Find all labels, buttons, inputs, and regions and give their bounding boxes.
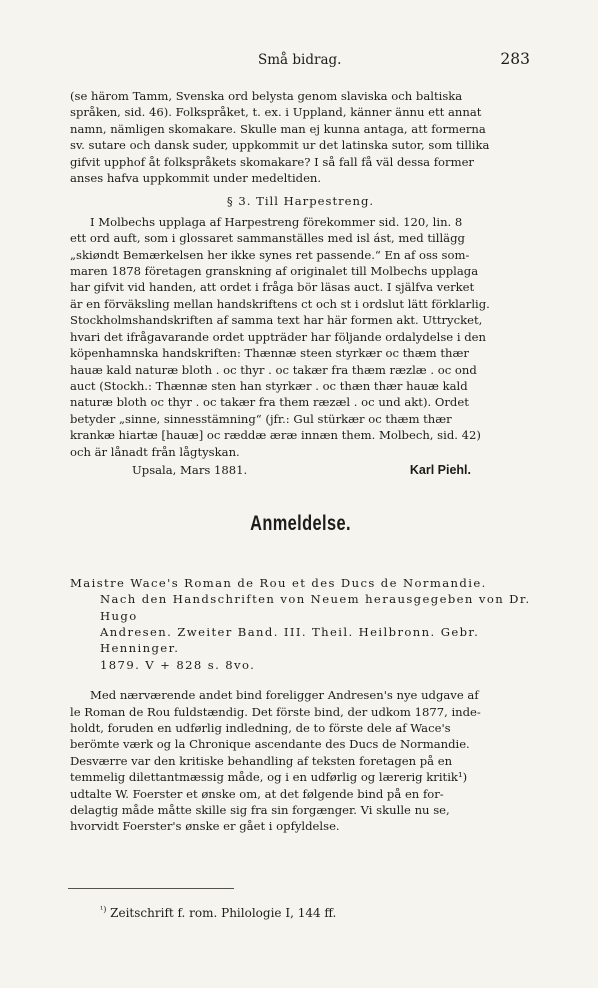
text-line: gifvit upphof åt folkspråkets skomakare? I så fall få väl dessa former [70, 154, 474, 169]
author-name: Karl Piehl. [409, 462, 471, 477]
text-line: Stockholmshandskriften af samma text har här formen akt. Uttrycket, [70, 313, 483, 328]
text-line: köpenhamnska handskriften: Thænnæ steen styrkær oc thæm thær [70, 346, 469, 361]
citation-line: Maistre Wace's Roman de Rou et des Ducs de Normandie. [70, 575, 487, 590]
text-line: hauæ kald naturæ bloth . oc thyr . oc takær fra thæm ræzlæ . oc ond [70, 362, 477, 377]
text-line: le Roman de Rou fuldstændig. Det förste bind, der udkom 1877, inde- [70, 704, 481, 719]
page-number: 283 [500, 50, 530, 68]
text-line: hvari det ifrågavarande ordet uppträder har följande ordalydelse i den [70, 329, 486, 344]
section-heading: § 3. Till Harpestreng. [226, 194, 375, 209]
signature-line [70, 462, 531, 478]
running-header [70, 50, 530, 70]
place-date: Upsala, Mars 1881. [132, 462, 248, 477]
footnote [100, 902, 336, 921]
text-line: delagtig måde måtte skille sig fra sin forgænger. Vi skulle nu se, [70, 803, 450, 818]
text-line: sv. sutare och dansk suder, uppkommit ur det latinska sutor, som tillika [70, 138, 490, 153]
text-line: krankæ hiartæ [hauæ] oc ræddæ æræ innæn them. Molbech, sid. 42) [70, 428, 481, 443]
text-line: är en förväksling mellan handskriftens ct och st i ordslut lätt förklarlig. [70, 296, 490, 311]
text-line: naturæ bloth oc thyr . oc takær fra them ræzæl . oc und akt). Ordet [70, 395, 469, 410]
citation-line: 1879. V + 828 s. 8vo. [100, 657, 256, 672]
text-line: anses hafva uppkommit under medeltiden. [70, 171, 322, 186]
text-line: (se härom Tamm, Svenska ord belysta genom slaviska och baltiska [70, 89, 463, 103]
footnote-text: Zeitschrift f. rom. Philologie I, 144 ff. [110, 906, 337, 920]
text-line: holdt, foruden en udførlig indledning, de to förste dele af Wace's [70, 721, 451, 735]
text-line: udtalte W. Foerster et ønske om, at det følgende bind på en for- [70, 786, 444, 801]
citation-line: Andresen. Zweiter Band. III. Theil. Heilbronn. Gebr. Henninger. [100, 624, 480, 656]
text-line: har gifvit vid handen, att ordet i fråga bör läsas auct. I själfva verket [70, 280, 475, 295]
citation-line: Nach den Handschriften von Neuem herausgegeben von Dr. Hugo [100, 592, 531, 623]
text-line: betyder „sinne, sinnesstämning“ (jfr.: Gul stürkær oc thæm thær [70, 411, 452, 426]
text-line: Desværre var den kritiske behandling af teksten foretagen på en [70, 753, 453, 768]
review-text [70, 687, 531, 835]
running-title: Små bidrag. [258, 52, 342, 68]
text-line: och är lånadt från lågtyskan. [70, 444, 240, 459]
anmeldelse-heading: Anmeldelse. [250, 512, 351, 536]
text-line: ett ord auft, som i glossaret sammanställes med isl ást, med tillägg [70, 231, 465, 246]
footnote-divider [68, 888, 234, 889]
text-line: berömte værk og la Chronique ascendante des Ducs de Normandie. [70, 737, 470, 752]
section-3-text [70, 214, 531, 460]
footnote-mark: ¹) [100, 905, 107, 914]
text-line: namn, nämligen skomakare. Skulle man ej kunna antaga, att formerna [70, 121, 486, 136]
text-line: auct (Stockh.: Thænnæ sten han styrkær . oc thæn thær hauæ kald [70, 378, 468, 393]
text-line: hvorvidt Foerster's ønske er gået i opfyldelse. [70, 819, 340, 834]
text-line: språken, sid. 46). Folkspråket, t. ex. i Uppland, känner ännu ett annat [70, 105, 482, 120]
text-line: „skiøndt Bemærkelsen her ikke synes ret passende.“ En af oss som- [70, 247, 470, 262]
text-line: temmelig dilettantmæssig måde, og i en udførlig og lærerig kritik¹) [70, 770, 468, 785]
text-line: maren 1878 företagen granskning af originalet till Molbechs upplaga [70, 264, 479, 279]
text-line: I Molbechs upplaga af Harpestreng förekommer sid. 120, lin. 8 [90, 214, 463, 229]
text-line: Med nærværende andet bind foreligger Andresen's nye udgave af [90, 688, 479, 703]
paragraph-1 [70, 88, 531, 186]
book-citation [70, 575, 531, 673]
page-body [70, 88, 531, 835]
